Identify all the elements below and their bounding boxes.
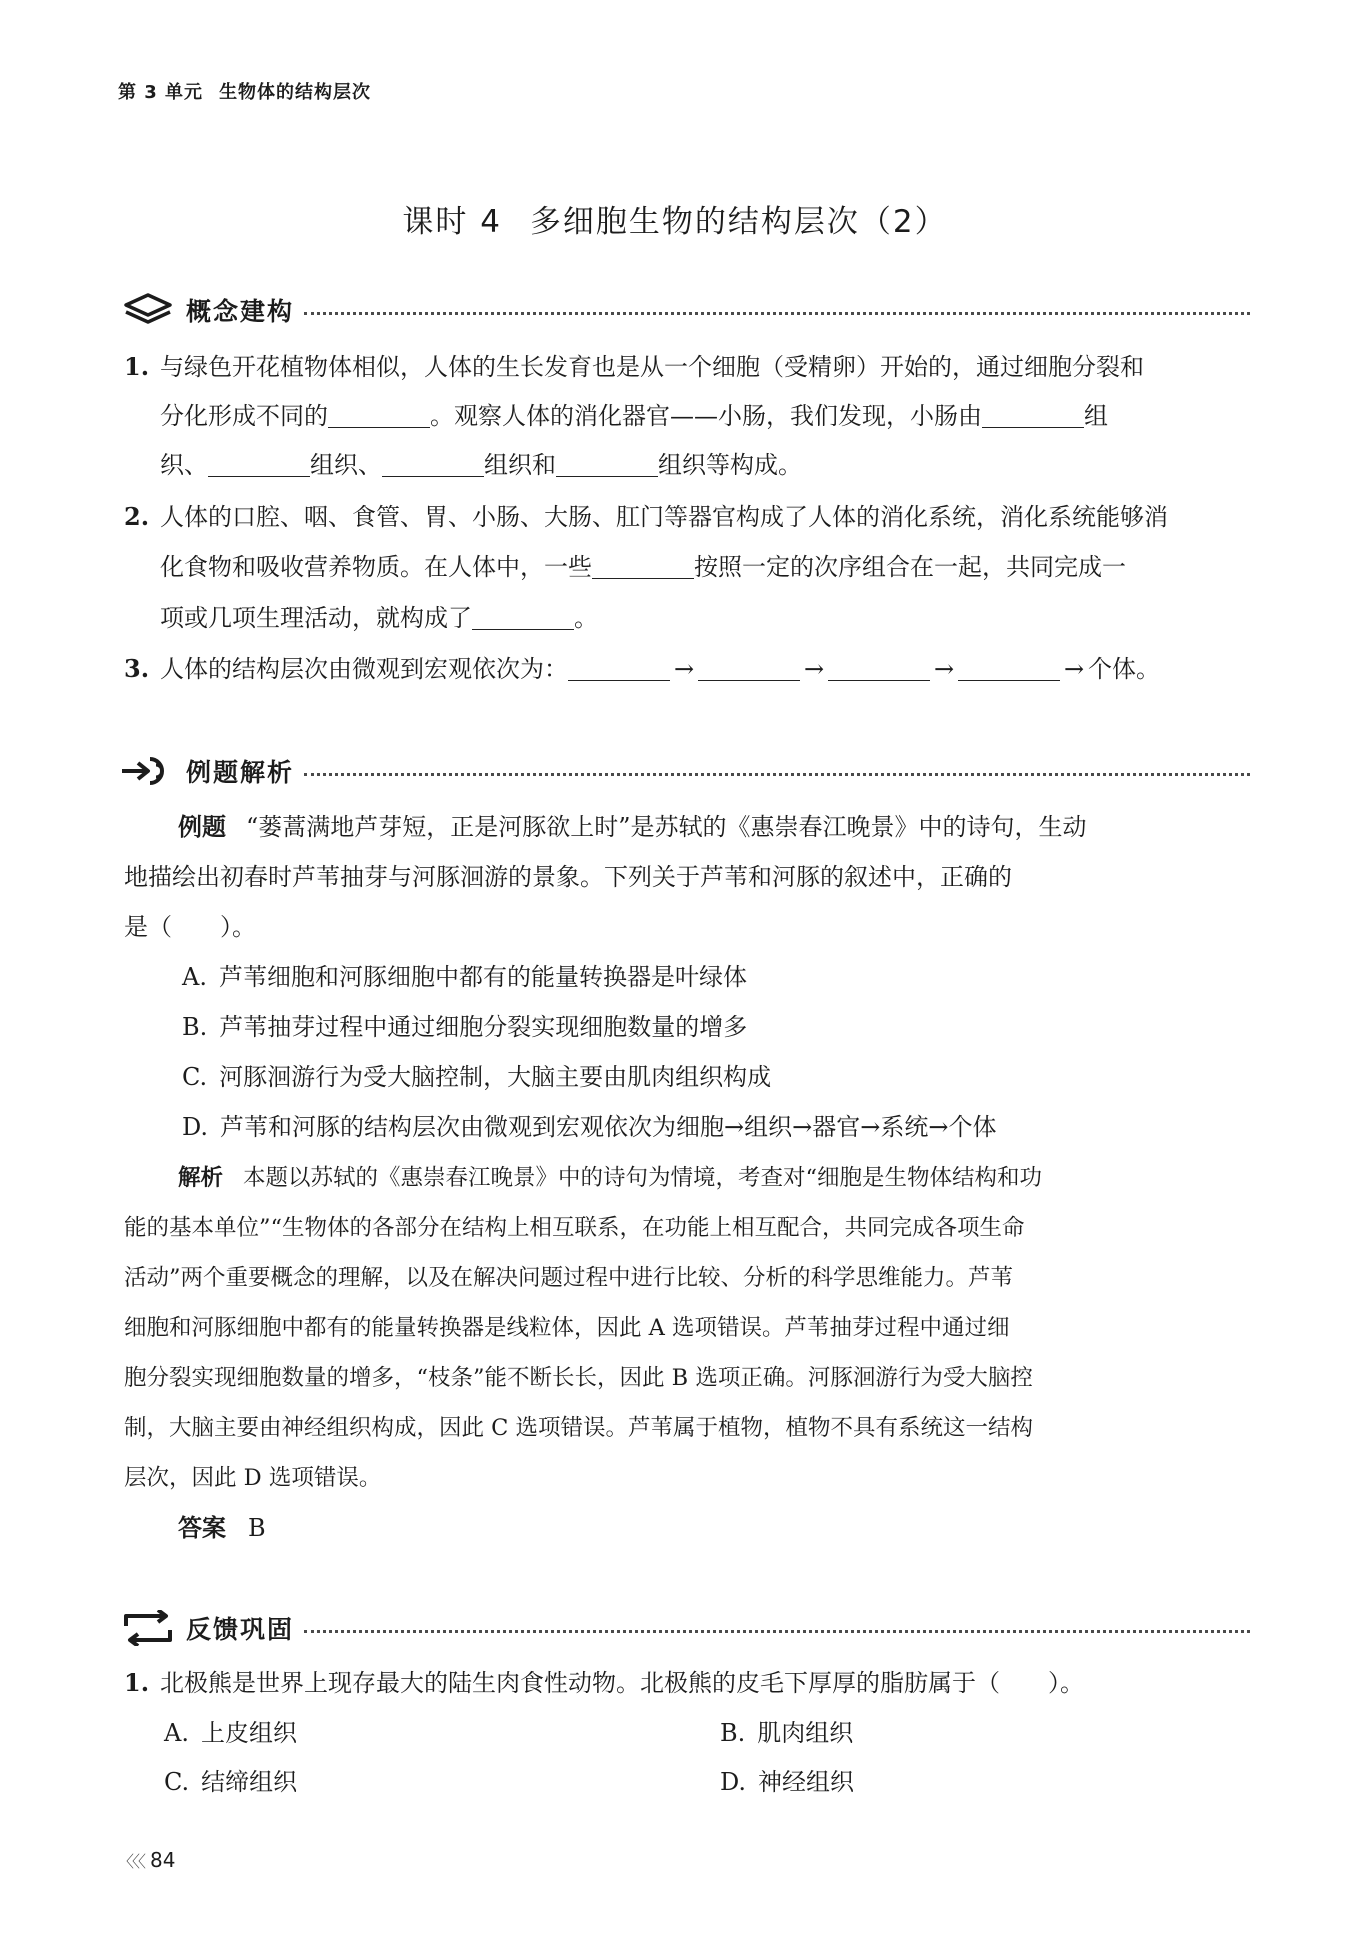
concept-item-1-line-3: 织、 组织、 组织和 组织等构成。 bbox=[160, 451, 802, 479]
concept-item-1-line-1: 1. 与绿色开花植物体相似，人体的生长发育也是从一个细胞（受精卵）开始的，通过细胞分裂和 bbox=[124, 352, 1144, 381]
answer-value: B bbox=[248, 1514, 266, 1542]
analysis-line-7: 层次，因此 D 选项错误。 bbox=[124, 1465, 382, 1491]
analysis-label: 解析 bbox=[178, 1165, 224, 1191]
feedback-option-c[interactable]: C. 结缔组织 bbox=[164, 1768, 298, 1796]
example-option-a: A. 芦苇细胞和河豚细胞中都有的能量转换器是叶绿体 bbox=[182, 963, 747, 991]
feedback-option-d[interactable]: D. 神经组织 bbox=[720, 1768, 855, 1796]
section-header-concept bbox=[118, 290, 1250, 330]
fill-blank[interactable] bbox=[472, 605, 574, 630]
answer-line bbox=[178, 1513, 266, 1543]
concept-item-3: 3. 人体的结构层次由微观到宏观依次为： → → → → 个体。 bbox=[124, 654, 1160, 683]
stacked-layers-icon bbox=[118, 292, 178, 328]
fill-blank[interactable] bbox=[828, 656, 930, 681]
example-option-c: C. 河豚洄游行为受大脑控制，大脑主要由肌肉组织构成 bbox=[182, 1063, 772, 1091]
feedback-option-a[interactable]: A. 上皮组织 bbox=[164, 1719, 297, 1747]
fill-blank[interactable] bbox=[208, 452, 310, 477]
lesson-number: 课时 4 bbox=[402, 204, 502, 240]
analysis-line-3: 活动”两个重要概念的理解，以及在解决问题过程中进行比较、分析的科学思维能力。芦苇 bbox=[124, 1265, 1014, 1291]
fill-blank[interactable] bbox=[698, 656, 800, 681]
feedback-option-b[interactable]: B. 肌肉组织 bbox=[720, 1719, 854, 1747]
section-label: 反馈巩固 bbox=[186, 1615, 295, 1644]
unit-label: 第 3 单元 bbox=[118, 82, 204, 103]
fill-blank[interactable] bbox=[958, 656, 1060, 681]
fill-blank[interactable] bbox=[382, 452, 484, 477]
section-header-example bbox=[118, 751, 1250, 791]
dotted-rule bbox=[304, 1630, 1250, 1633]
page-number: 84 bbox=[150, 1848, 176, 1872]
page-footer bbox=[118, 1848, 175, 1872]
unit-topic: 生物体的结构层次 bbox=[219, 82, 372, 103]
fill-blank[interactable] bbox=[568, 656, 670, 681]
analysis-line-5: 胞分裂实现细胞数量的增多，“枝条”能不断长长，因此 B 选项正确。河豚洄游行为受大脑控 bbox=[124, 1365, 1033, 1391]
section-label: 概念建构 bbox=[186, 297, 295, 326]
answer-label: 答案 bbox=[178, 1513, 226, 1542]
analysis-line-2: 能的基本单位”“生物体的各部分在结构上相互联系，在功能上相互配合，共同完成各项生命 bbox=[124, 1215, 1025, 1241]
analysis-line-4: 细胞和河豚细胞中都有的能量转换器是线粒体，因此 A 选项错误。芦苇抽芽过程中通过细 bbox=[124, 1315, 1010, 1341]
concept-item-1-line-2: 分化形成不同的 。观察人体的消化器官——小肠，我们发现，小肠由 组 bbox=[160, 402, 1108, 430]
example-option-d: D. 芦苇和河豚的结构层次由微观到宏观依次为细胞→组织→器官→系统→个体 bbox=[182, 1113, 997, 1141]
refresh-arrows-icon bbox=[118, 1610, 178, 1646]
example-stem-line-3: 是（ ）。 bbox=[124, 913, 256, 941]
page-title bbox=[0, 196, 1350, 241]
concept-item-2-line-3: 项或几项生理活动，就构成了 。 bbox=[160, 604, 598, 632]
feedback-question-1: 1. 北极熊是世界上现存最大的陆生肉食性动物。北极熊的皮毛下厚厚的脂肪属于（ ）。 bbox=[124, 1668, 1084, 1697]
section-header-feedback bbox=[118, 1608, 1250, 1648]
fill-blank[interactable] bbox=[556, 452, 658, 477]
fill-blank[interactable] bbox=[982, 403, 1084, 428]
arrow-target-icon bbox=[118, 753, 178, 789]
dotted-rule bbox=[304, 773, 1250, 776]
dotted-rule bbox=[304, 312, 1250, 315]
lesson-title-text: 多细胞生物的结构层次（2） bbox=[529, 204, 948, 240]
example-stem-line-1: 例题 “蒌蒿满地芦芽短，正是河豚欲上时”是苏轼的《惠崇春江晚景》中的诗句，生动 bbox=[178, 812, 1087, 841]
section-label: 例题解析 bbox=[186, 758, 295, 787]
example-label: 例题 bbox=[178, 812, 226, 841]
chevron-left-icon: 〈〈〈 bbox=[118, 1852, 145, 1871]
example-option-b: B. 芦苇抽芽过程中通过细胞分裂实现细胞数量的增多 bbox=[182, 1013, 748, 1041]
fill-blank[interactable] bbox=[328, 403, 430, 428]
fill-blank[interactable] bbox=[592, 554, 694, 579]
analysis-line-6: 制，大脑主要由神经组织构成，因此 C 选项错误。芦苇属于植物，植物不具有系统这一结构 bbox=[124, 1415, 1034, 1441]
example-stem-line-2: 地描绘出初春时芦苇抽芽与河豚洄游的景象。下列关于芦苇和河豚的叙述中，正确的 bbox=[124, 863, 1012, 891]
concept-item-2-line-2: 化食物和吸收营养物质。在人体中，一些 按照一定的次序组合在一起，共同完成一 bbox=[160, 553, 1126, 581]
running-head bbox=[118, 78, 371, 104]
concept-item-2-line-1: 2. 人体的口腔、咽、食管、胃、小肠、大肠、肛门等器官构成了人体的消化系统，消化系统能够消 bbox=[124, 502, 1168, 531]
analysis-line-1: 解析 本题以苏轼的《惠崇春江晚景》中的诗句为情境，考查对“细胞是生物体结构和功 bbox=[178, 1165, 1043, 1191]
